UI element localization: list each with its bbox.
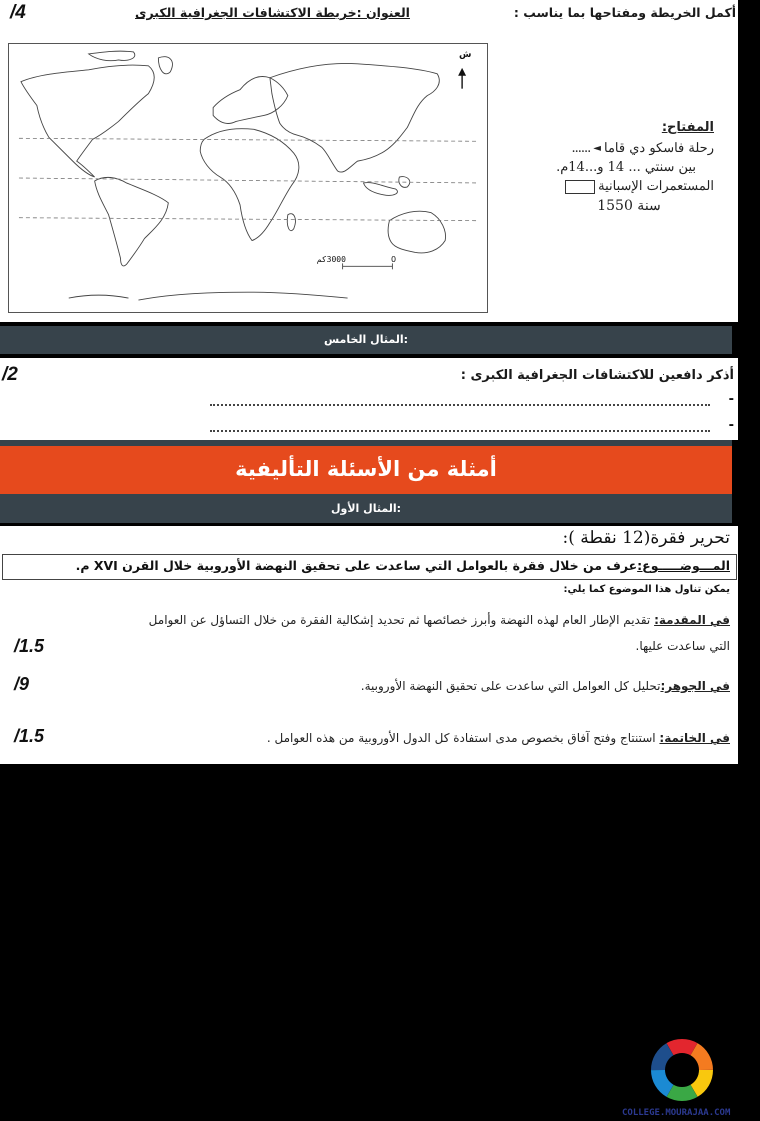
legend-item-vasco-label: رحلة فاسكو دي قاما xyxy=(603,141,714,156)
conclusion-score: /1.5 xyxy=(14,726,45,746)
body-line xyxy=(361,676,730,697)
conclusion-line xyxy=(267,728,730,749)
question-5-score: /2 xyxy=(2,364,18,385)
watermark-text: COLLEGE.MOURAJAA.COM xyxy=(622,1108,731,1118)
legend-item-spanish-colonies xyxy=(544,177,714,196)
essay-section xyxy=(0,526,738,764)
legend-item-vasco xyxy=(544,139,714,158)
topic-label: المـــوضـــــوع: xyxy=(637,558,730,573)
essay-heading: تحرير فقرة(12 نقطة ): xyxy=(562,528,730,548)
conclusion-label: في الخاتمة: xyxy=(659,731,730,745)
intro-text: تقديم الإطار العام لهذه النهضة وأبرز خصائصها ثم تحديد إشكالية الفقرة من خلال التساؤل عن العوامل xyxy=(148,613,655,627)
question-5-section xyxy=(0,358,738,440)
legend-item-vasco-dates: بين سنتي ... 14 و...14م. xyxy=(556,160,696,175)
question-5-text: أذكر دافعين للاكتشافات الجغرافية الكبرى : xyxy=(460,368,734,383)
map-exercise-section xyxy=(0,0,738,322)
body-label: في الجوهر: xyxy=(660,679,730,693)
scale-zero: 0 xyxy=(391,255,397,264)
map-instruction: أكمل الخريطة ومفتاحها بما يناسب : xyxy=(513,5,736,20)
conclusion-text: استنتاج وفتح آفاق بخصوص مدى استفادة كل الدول الأوروبية من هذه العوامل . xyxy=(266,731,660,745)
scale-value: 3000كم xyxy=(317,255,346,264)
legend-item-spanish-year: سنة 1550 xyxy=(597,198,661,214)
banner-example-1-label: :المثال الأول xyxy=(330,502,401,515)
answer-bullet-2: - xyxy=(728,418,734,433)
world-map-outline-icon xyxy=(9,44,487,312)
legend-item-vasco-blank[interactable]: ...... xyxy=(571,141,591,156)
answer-line-1[interactable] xyxy=(210,404,710,406)
body-text: تحليل كل العوامل التي ساعدت على تحقيق النهضة الأوروبية. xyxy=(360,679,661,693)
map-legend xyxy=(544,120,714,216)
legend-color-box[interactable] xyxy=(565,180,595,194)
banner-example-1 xyxy=(0,494,732,523)
intro-line-1 xyxy=(149,610,730,631)
intro-score: /1.5 xyxy=(14,636,45,656)
map-exercise-score: /4 xyxy=(10,2,26,23)
map-title: العنوان :خريطة الاكتشافات الجغرافية الكبرى xyxy=(135,5,410,20)
north-label: ش xyxy=(459,50,472,60)
watermark-logo xyxy=(620,1036,760,1121)
legend-title: المفتاح: xyxy=(661,120,714,135)
topic-text: عرف من خلال فقرة بالعوامل التي ساعدت على تحقيق النهضة الأوروبية خلال القرن XVI م. xyxy=(75,558,638,573)
essay-approach-note: يمكن تناول هذا الموضوع كما يلي: xyxy=(563,584,730,595)
answer-bullet-1: - xyxy=(728,392,734,407)
answer-line-2[interactable] xyxy=(210,430,710,432)
banner-synthesis-label: أمثلة من الأسئلة التأليفية xyxy=(235,457,497,481)
banner-synthesis-questions xyxy=(0,446,732,494)
body-score: /9 xyxy=(14,674,30,694)
essay-topic-box xyxy=(2,554,737,580)
intro-line-2: التي ساعدت عليها. xyxy=(635,639,730,653)
intro-label: في المقدمة: xyxy=(654,613,730,627)
legend-item-spanish-label: المستعمرات الإسبانية xyxy=(598,179,714,194)
route-arrow-icon: ◄ xyxy=(593,143,601,154)
world-map xyxy=(8,43,488,313)
banner-example-5 xyxy=(0,326,732,354)
logo-ring-icon xyxy=(650,1038,714,1102)
banner-example-5-label: :المثال الخامس xyxy=(324,333,408,346)
